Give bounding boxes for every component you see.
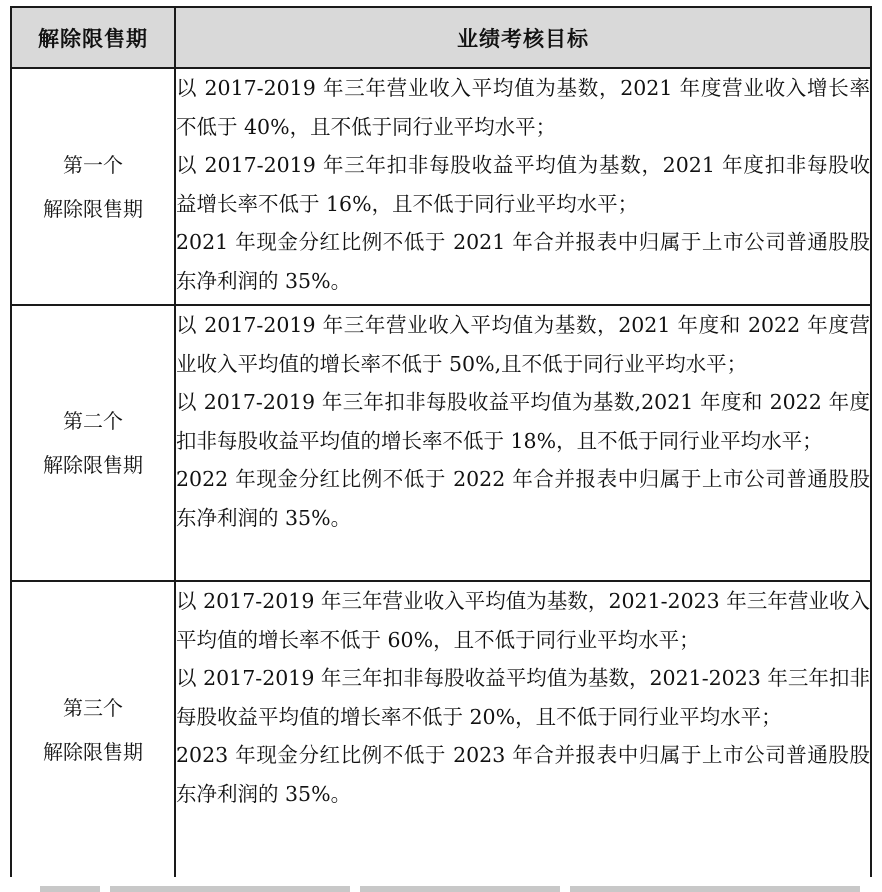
eps-goal: 以 2017-2019 年三年扣非每股收益平均值为基数,2021 年度和 2022 年度扣非每股收益平均值的增长率不低于 18%，且不低于同行业平均水平； <box>176 390 870 453</box>
period-label: 解除限售期 <box>43 196 143 221</box>
header-target: 业绩考核目标 <box>175 7 871 68</box>
performance-target-table <box>10 6 872 880</box>
eps-goal: 以 2017-2019 年三年扣非每股收益平均值为基数，2021 年度扣非每股收益增长率不低于 16%，且不低于同行业平均水平； <box>176 153 870 216</box>
goals-cell <box>175 68 871 305</box>
cropped-next-line <box>0 877 882 892</box>
period-ordinal: 第三个 <box>63 696 123 720</box>
period-label: 解除限售期 <box>43 453 143 477</box>
header-period: 解除限售期 <box>11 7 175 68</box>
table-row <box>11 581 871 879</box>
revenue-goal: 以 2017-2019 年三年营业收入平均值为基数，2021 年度和 2022 年度营业收入平均值的增长率不低于 50%,且不低于同行业平均水平； <box>176 313 870 376</box>
dividend-goal: 2021 年现金分红比例不低于 2021 年合并报表中归属于上市公司普通股股东净利润的 35%。 <box>176 230 870 293</box>
table-row <box>11 305 871 581</box>
period-cell <box>11 305 175 581</box>
revenue-goal: 以 2017-2019 年三年营业收入平均值为基数，2021-2023 年三年营业收入平均值的增长率不低于 60%，且不低于同行业平均水平； <box>176 589 870 652</box>
period-ordinal: 第一个 <box>63 152 123 177</box>
period-label: 解除限售期 <box>43 740 143 764</box>
dividend-goal: 2023 年现金分红比例不低于 2023 年合并报表中归属于上市公司普通股股东净利润的 35%。 <box>176 743 870 806</box>
revenue-goal: 以 2017-2019 年三年营业收入平均值为基数，2021 年度营业收入增长率不低于 40%，且不低于同行业平均水平； <box>176 76 870 139</box>
table-header-row <box>11 7 871 68</box>
eps-goal: 以 2017-2019 年三年扣非每股收益平均值为基数，2021-2023 年三年扣非每股收益平均值的增长率不低于 20%，且不低于同行业平均水平； <box>176 666 870 729</box>
goals-cell <box>175 305 871 581</box>
dividend-goal: 2022 年现金分红比例不低于 2022 年合并报表中归属于上市公司普通股股东净利润的 35%。 <box>176 467 870 530</box>
table-row <box>11 68 871 305</box>
period-cell <box>11 68 175 305</box>
period-cell <box>11 581 175 879</box>
goals-cell <box>175 581 871 879</box>
period-ordinal: 第二个 <box>63 409 123 433</box>
